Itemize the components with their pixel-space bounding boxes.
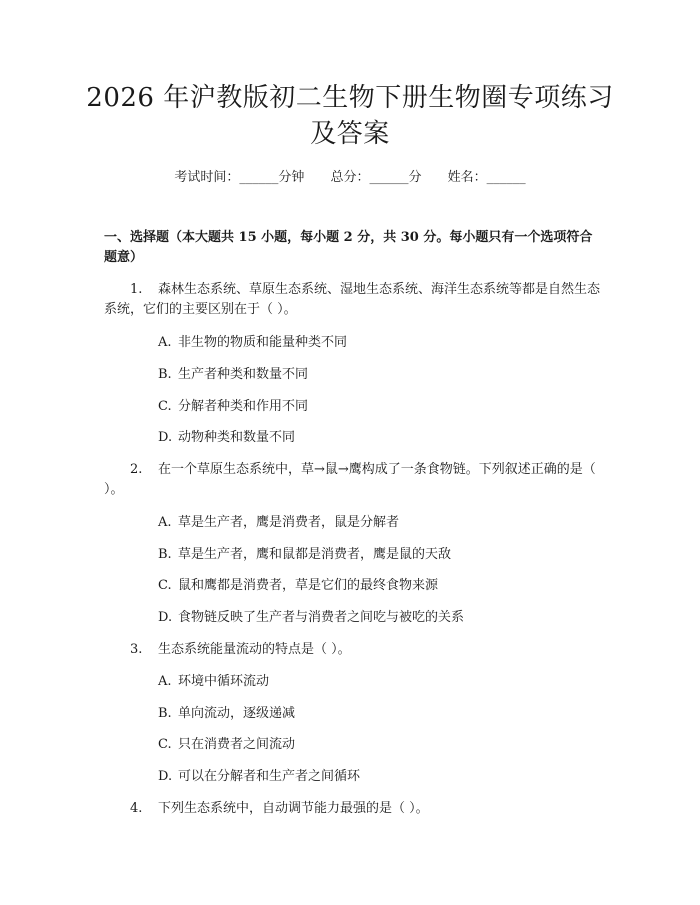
option-text: 食物链反映了生产者与消费者之间吃与被吃的关系 (178, 610, 465, 625)
option-1d (158, 428, 598, 448)
question-3 (104, 640, 600, 660)
option-text: 草是生产者，鹰和鼠都是消费者，鹰是鼠的天敌 (178, 547, 452, 562)
option-text: 单向流动，逐级递减 (178, 706, 296, 721)
option-1a (158, 333, 598, 353)
exam-time: 考试时间：______分钟 (174, 170, 305, 185)
option-3c (158, 735, 598, 755)
option-2a (158, 513, 598, 533)
question-2 (104, 460, 600, 500)
question-stem: 下列生态系统中，自动调节能力最强的是（ ）。 (158, 801, 429, 816)
option-letter: C. (158, 737, 172, 752)
option-1b (158, 365, 598, 385)
option-letter: C. (158, 399, 172, 414)
option-letter: D. (158, 610, 173, 625)
option-text: 生产者种类和数量不同 (178, 367, 309, 382)
option-text: 只在消费者之间流动 (178, 737, 296, 752)
option-text: 动物种类和数量不同 (178, 430, 296, 445)
option-letter: B. (158, 547, 172, 562)
question-1 (104, 280, 600, 320)
student-name: 姓名：______ (447, 170, 526, 185)
question-stem: 在一个草原生态系统中，草→鼠→鹰构成了一条食物链。下列叙述正确的是（ ）。 (104, 462, 596, 497)
title-line-1: 2026 年沪教版初二生物下册生物圈专项练习 (86, 83, 614, 113)
option-letter: B. (158, 367, 172, 382)
section-heading: 一、选择题（本大题共 15 小题，每小题 2 分，共 30 分。每小题只有一个选项符合题意） (104, 230, 593, 265)
option-3d (158, 767, 598, 787)
option-text: 鼠和鹰都是消费者，草是它们的最终食物来源 (178, 578, 439, 593)
option-text: 可以在分解者和生产者之间循环 (178, 769, 361, 784)
option-letter: D. (158, 769, 173, 784)
option-letter: D. (158, 430, 173, 445)
option-text: 分解者种类和作用不同 (178, 399, 309, 414)
question-4 (104, 799, 600, 819)
exam-meta (0, 168, 700, 188)
option-2c (158, 576, 598, 596)
document-title (80, 80, 620, 152)
question-stem: 生态系统能量流动的特点是（ ）。 (158, 642, 351, 657)
question-number: 3. (130, 642, 143, 657)
option-text: 环境中循环流动 (178, 674, 270, 689)
option-3a (158, 672, 598, 692)
question-number: 2. (130, 462, 143, 477)
option-1c (158, 397, 598, 417)
option-text: 草是生产者，鹰是消费者，鼠是分解者 (178, 515, 400, 530)
question-number: 1. (130, 282, 143, 297)
question-stem: 森林生态系统、草原生态系统、湿地生态系统、海洋生态系统等都是自然生态系统，它们的主要区别在于（ ）。 (104, 282, 601, 317)
exam-score: 总分：______分 (330, 170, 422, 185)
question-number: 4. (130, 801, 143, 816)
option-3b (158, 704, 598, 724)
option-text: 非生物的物质和能量种类不同 (178, 335, 348, 350)
option-letter: B. (158, 706, 172, 721)
option-2b (158, 545, 598, 565)
option-letter: C. (158, 578, 172, 593)
title-line-2: 及答案 (310, 119, 390, 149)
option-letter: A. (158, 674, 172, 689)
option-letter: A. (158, 335, 172, 350)
option-letter: A. (158, 515, 172, 530)
option-2d (158, 608, 598, 628)
